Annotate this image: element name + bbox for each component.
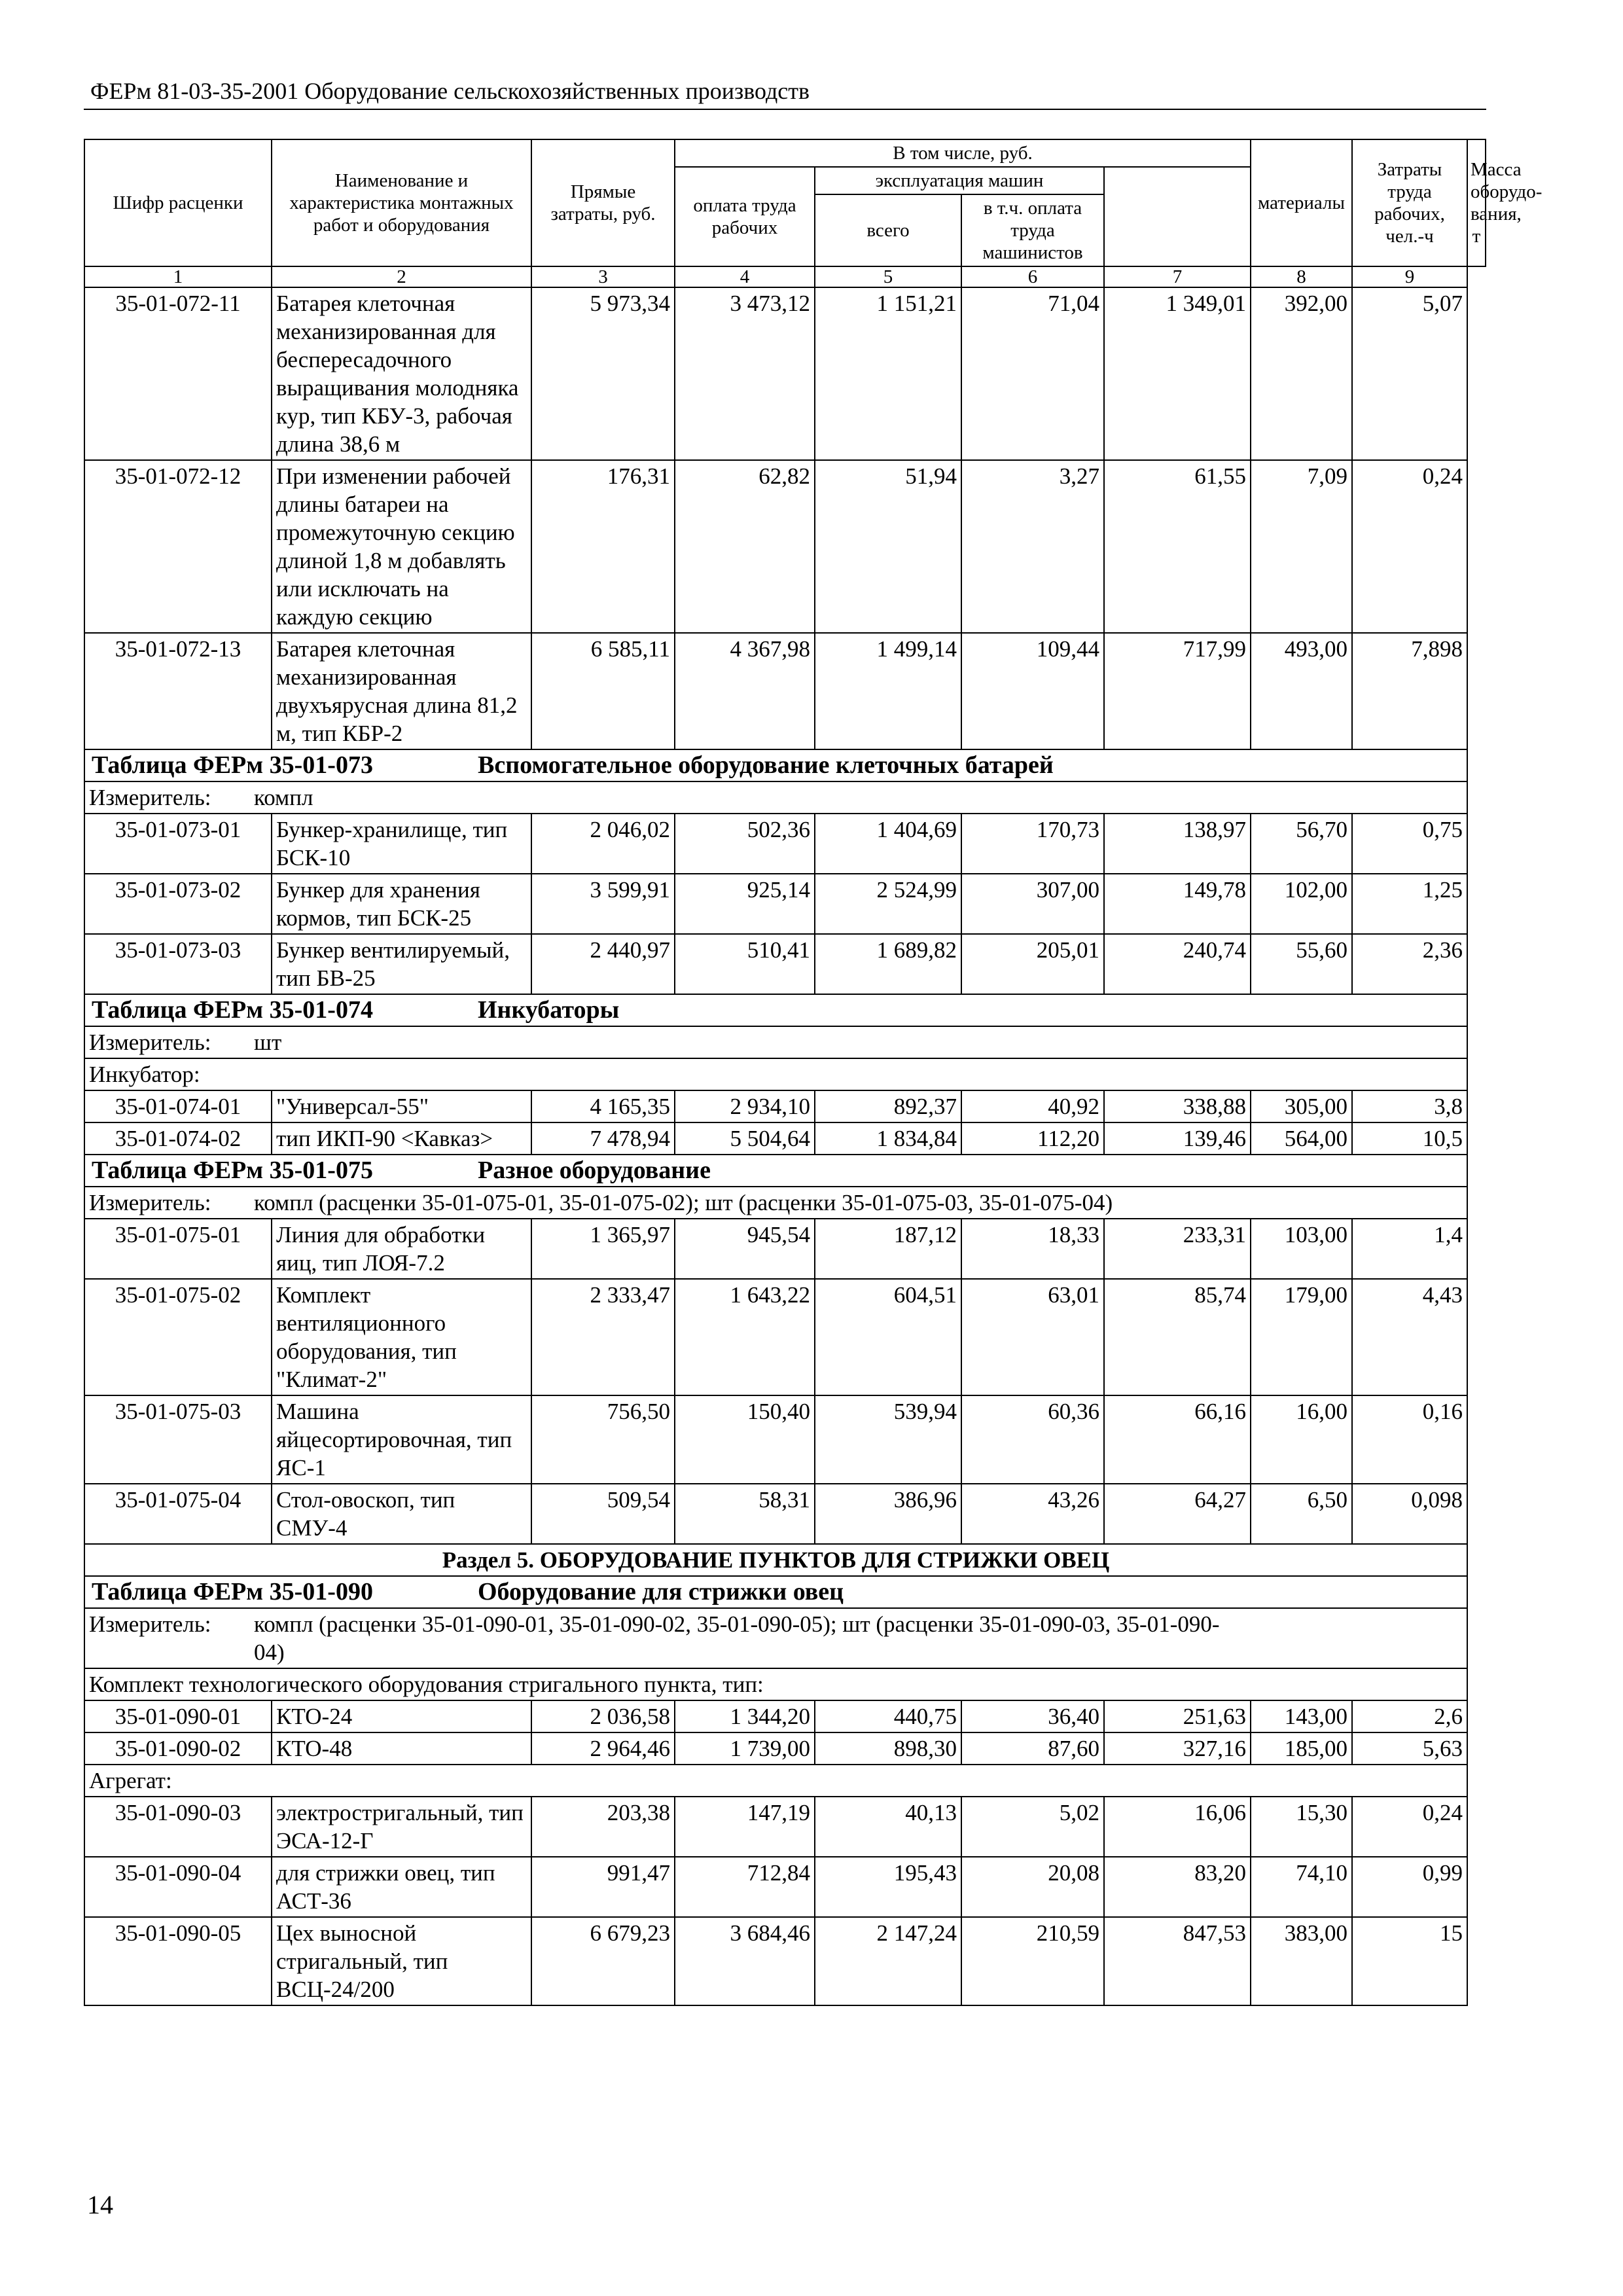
work-name: "Универсал-55" xyxy=(272,1090,531,1122)
labor-hours: 143,00 xyxy=(1251,1700,1352,1732)
workers-wages: 3 473,12 xyxy=(675,287,815,460)
labor-hours: 55,60 xyxy=(1251,934,1352,994)
rate-code: 35-01-072-11 xyxy=(84,287,272,460)
table-title-cell xyxy=(84,749,1467,781)
table-row xyxy=(84,460,1486,633)
equipment-mass: 0,75 xyxy=(1352,814,1467,874)
column-number: 3 xyxy=(531,266,675,287)
col-machines-wages-header: в т.ч. оплата труда машинистов xyxy=(961,194,1104,266)
unit-row xyxy=(84,1026,1486,1058)
direct-cost: 756,50 xyxy=(531,1395,675,1484)
labor-hours: 102,00 xyxy=(1251,874,1352,934)
workers-wages: 925,14 xyxy=(675,874,815,934)
direct-cost: 2 964,46 xyxy=(531,1732,675,1765)
column-number: 6 xyxy=(961,266,1104,287)
table-row xyxy=(84,1219,1486,1279)
labor-hours: 392,00 xyxy=(1251,287,1352,460)
equipment-mass: 1,25 xyxy=(1352,874,1467,934)
workers-wages: 502,36 xyxy=(675,814,815,874)
col-mass-header: Масса оборудо-вания, т xyxy=(1467,139,1486,266)
unit-row xyxy=(84,781,1486,814)
section-title: Раздел 5. ОБОРУДОВАНИЕ ПУНКТОВ ДЛЯ СТРИЖКИ ОВЕЦ xyxy=(84,1544,1467,1576)
labor-hours: 305,00 xyxy=(1251,1090,1352,1122)
workers-wages: 1 643,22 xyxy=(675,1279,815,1395)
rate-code: 35-01-090-05 xyxy=(84,1917,272,2005)
operators-wages: 18,33 xyxy=(961,1219,1104,1279)
header-rule xyxy=(84,109,1486,110)
column-number: 9 xyxy=(1352,266,1467,287)
machines-total: 2 147,24 xyxy=(815,1917,961,2005)
col-name-header: Наименование и характеристика монтажных работ и оборудования xyxy=(272,139,531,266)
equipment-mass: 5,63 xyxy=(1352,1732,1467,1765)
direct-cost: 991,47 xyxy=(531,1857,675,1917)
column-numbers-row xyxy=(84,266,1486,287)
work-name: электростригальный, тип ЭСА-12-Г xyxy=(272,1797,531,1857)
machines-total: 898,30 xyxy=(815,1732,961,1765)
table-title-cell xyxy=(84,1576,1467,1608)
col-materials-header: материалы xyxy=(1251,139,1352,266)
table-label: Таблица ФЕРм 35-01-090 xyxy=(92,1578,373,1605)
work-name: Бункер-хранилище, тип БСК-10 xyxy=(272,814,531,874)
workers-wages: 712,84 xyxy=(675,1857,815,1917)
direct-cost: 5 973,34 xyxy=(531,287,675,460)
materials-cost: 16,06 xyxy=(1104,1797,1251,1857)
work-name: Машина яйцесортировочная, тип ЯС-1 xyxy=(272,1395,531,1484)
unit-cell xyxy=(84,781,1467,814)
labor-hours: 16,00 xyxy=(1251,1395,1352,1484)
direct-cost: 2 440,97 xyxy=(531,934,675,994)
operators-wages: 109,44 xyxy=(961,633,1104,749)
equipment-mass: 15 xyxy=(1352,1917,1467,2005)
operators-wages: 170,73 xyxy=(961,814,1104,874)
table-row xyxy=(84,874,1486,934)
materials-cost: 64,27 xyxy=(1104,1484,1251,1544)
direct-cost: 4 165,35 xyxy=(531,1090,675,1122)
table-title-row xyxy=(84,749,1486,781)
rate-code: 35-01-090-02 xyxy=(84,1732,272,1765)
table-row xyxy=(84,1484,1486,1544)
col-spacer xyxy=(1104,167,1251,266)
rates-table xyxy=(84,139,1543,2006)
operators-wages: 63,01 xyxy=(961,1279,1104,1395)
column-number: 7 xyxy=(1104,266,1251,287)
materials-cost: 338,88 xyxy=(1104,1090,1251,1122)
unit-value: компл (расценки 35-01-075-01, 35-01-075-02); шт (расценки 35-01-075-03, 35-01-075-04) xyxy=(254,1190,1113,1215)
direct-cost: 509,54 xyxy=(531,1484,675,1544)
unit-row xyxy=(84,1608,1486,1668)
table-row xyxy=(84,1122,1486,1155)
column-number: 1 xyxy=(84,266,272,287)
work-name: Комплект вентиляционного оборудования, тип "Климат-2" xyxy=(272,1279,531,1395)
direct-cost: 1 365,97 xyxy=(531,1219,675,1279)
table-row xyxy=(84,287,1486,460)
direct-cost: 6 679,23 xyxy=(531,1917,675,2005)
machines-total: 195,43 xyxy=(815,1857,961,1917)
workers-wages: 510,41 xyxy=(675,934,815,994)
rate-code: 35-01-090-04 xyxy=(84,1857,272,1917)
operators-wages: 3,27 xyxy=(961,460,1104,633)
col-code-header: Шифр расценки xyxy=(84,139,272,266)
direct-cost: 176,31 xyxy=(531,460,675,633)
column-number: 4 xyxy=(675,266,815,287)
equipment-mass: 3,8 xyxy=(1352,1090,1467,1122)
direct-cost: 6 585,11 xyxy=(531,633,675,749)
labor-hours: 564,00 xyxy=(1251,1122,1352,1155)
materials-cost: 847,53 xyxy=(1104,1917,1251,2005)
operators-wages: 210,59 xyxy=(961,1917,1104,2005)
workers-wages: 150,40 xyxy=(675,1395,815,1484)
work-name: При изменении рабочей длины батареи на промежуточную секцию длиной 1,8 м добавлять или исключать на каждую секцию xyxy=(272,460,531,633)
equipment-mass: 7,898 xyxy=(1352,633,1467,749)
unit-value: шт xyxy=(254,1030,282,1055)
page-header: ФЕРм 81-03-35-2001 Оборудование сельскохозяйственных производств xyxy=(90,78,810,104)
materials-cost: 233,31 xyxy=(1104,1219,1251,1279)
subheader: Инкубатор: xyxy=(84,1058,1467,1090)
unit-cell xyxy=(84,1026,1467,1058)
subheader-row xyxy=(84,1668,1486,1700)
equipment-mass: 0,24 xyxy=(1352,460,1467,633)
workers-wages: 58,31 xyxy=(675,1484,815,1544)
materials-cost: 149,78 xyxy=(1104,874,1251,934)
unit-value: компл (расценки 35-01-090-01, 35-01-090-02, 35-01-090-05); шт (расценки 35-01-090-03, 35-01-090-04) xyxy=(254,1611,1220,1665)
table-row xyxy=(84,1857,1486,1917)
col-machines-total-header: всего xyxy=(815,194,961,266)
labor-hours: 56,70 xyxy=(1251,814,1352,874)
workers-wages: 62,82 xyxy=(675,460,815,633)
direct-cost: 2 046,02 xyxy=(531,814,675,874)
materials-cost: 327,16 xyxy=(1104,1732,1251,1765)
table-name: Оборудование для стрижки овец xyxy=(478,1578,844,1605)
table-header xyxy=(84,139,1543,287)
operators-wages: 40,92 xyxy=(961,1090,1104,1122)
workers-wages: 2 934,10 xyxy=(675,1090,815,1122)
section-row xyxy=(84,1544,1486,1576)
col-wages-header: оплата труда рабочих xyxy=(675,167,815,266)
table-row xyxy=(84,1917,1486,2005)
workers-wages: 1 344,20 xyxy=(675,1700,815,1732)
labor-hours: 74,10 xyxy=(1251,1857,1352,1917)
table-row xyxy=(84,934,1486,994)
operators-wages: 20,08 xyxy=(961,1857,1104,1917)
equipment-mass: 2,6 xyxy=(1352,1700,1467,1732)
workers-wages: 3 684,46 xyxy=(675,1917,815,2005)
column-number: 5 xyxy=(815,266,961,287)
equipment-mass: 2,36 xyxy=(1352,934,1467,994)
table-row xyxy=(84,1279,1486,1395)
table-title-row xyxy=(84,994,1486,1026)
subheader: Агрегат: xyxy=(84,1765,1467,1797)
labor-hours: 15,30 xyxy=(1251,1797,1352,1857)
table-label: Таблица ФЕРм 35-01-073 xyxy=(92,751,373,779)
work-name: Цех выносной стригальный, тип ВСЦ-24/200 xyxy=(272,1917,531,2005)
table-label: Таблица ФЕРм 35-01-075 xyxy=(92,1157,373,1184)
rate-code: 35-01-075-01 xyxy=(84,1219,272,1279)
unit-cell xyxy=(84,1187,1467,1219)
operators-wages: 60,36 xyxy=(961,1395,1104,1484)
col-direct-header: Прямые затраты, руб. xyxy=(531,139,675,266)
unit-label: Измеритель: xyxy=(89,785,211,810)
table-body xyxy=(84,287,1486,2005)
materials-cost: 83,20 xyxy=(1104,1857,1251,1917)
equipment-mass: 1,4 xyxy=(1352,1219,1467,1279)
table-row xyxy=(84,1090,1486,1122)
work-name: КТО-24 xyxy=(272,1700,531,1732)
table-row xyxy=(84,1395,1486,1484)
machines-total: 1 499,14 xyxy=(815,633,961,749)
labor-hours: 103,00 xyxy=(1251,1219,1352,1279)
rate-code: 35-01-075-03 xyxy=(84,1395,272,1484)
operators-wages: 205,01 xyxy=(961,934,1104,994)
materials-cost: 85,74 xyxy=(1104,1279,1251,1395)
work-name: тип ИКП-90 <Кавказ> xyxy=(272,1122,531,1155)
rate-code: 35-01-072-13 xyxy=(84,633,272,749)
machines-total: 187,12 xyxy=(815,1219,961,1279)
materials-cost: 717,99 xyxy=(1104,633,1251,749)
work-name: Батарея клеточная механизированная двухъярусная длина 81,2 м, тип КБР-2 xyxy=(272,633,531,749)
labor-hours: 493,00 xyxy=(1251,633,1352,749)
machines-total: 604,51 xyxy=(815,1279,961,1395)
table-name: Инкубаторы xyxy=(478,996,620,1024)
col-machines-header: эксплуатация машин xyxy=(815,167,1104,194)
table-row xyxy=(84,1700,1486,1732)
materials-cost: 139,46 xyxy=(1104,1122,1251,1155)
subheader-row xyxy=(84,1058,1486,1090)
unit-cell xyxy=(84,1608,1467,1668)
unit-label: Измеритель: xyxy=(89,1190,211,1215)
materials-cost: 61,55 xyxy=(1104,460,1251,633)
workers-wages: 1 739,00 xyxy=(675,1732,815,1765)
page-number: 14 xyxy=(87,2190,113,2219)
table-row xyxy=(84,633,1486,749)
subheader-row xyxy=(84,1765,1486,1797)
work-name: Стол-овоскоп, тип СМУ-4 xyxy=(272,1484,531,1544)
unit-value: компл xyxy=(254,785,313,810)
col-incl-header: В том числе, руб. xyxy=(675,139,1251,167)
labor-hours: 185,00 xyxy=(1251,1732,1352,1765)
rate-code: 35-01-073-03 xyxy=(84,934,272,994)
direct-cost: 3 599,91 xyxy=(531,874,675,934)
column-number: 2 xyxy=(272,266,531,287)
operators-wages: 71,04 xyxy=(961,287,1104,460)
equipment-mass: 10,5 xyxy=(1352,1122,1467,1155)
rate-code: 35-01-074-02 xyxy=(84,1122,272,1155)
table-row xyxy=(84,1797,1486,1857)
table-label: Таблица ФЕРм 35-01-074 xyxy=(92,996,373,1024)
unit-row xyxy=(84,1187,1486,1219)
work-name: Линия для обработки яиц, тип ЛОЯ-7.2 xyxy=(272,1219,531,1279)
work-name: для стрижки овец, тип АСТ-36 xyxy=(272,1857,531,1917)
work-name: Бункер вентилируемый, тип БВ-25 xyxy=(272,934,531,994)
materials-cost: 138,97 xyxy=(1104,814,1251,874)
equipment-mass: 0,16 xyxy=(1352,1395,1467,1484)
workers-wages: 147,19 xyxy=(675,1797,815,1857)
work-name: Батарея клеточная механизированная для беспересадочного выращивания молодняка кур, тип КБУ-3, рабочая длина 38,6 м xyxy=(272,287,531,460)
workers-wages: 4 367,98 xyxy=(675,633,815,749)
machines-total: 2 524,99 xyxy=(815,874,961,934)
machines-total: 440,75 xyxy=(815,1700,961,1732)
workers-wages: 945,54 xyxy=(675,1219,815,1279)
machines-total: 1 404,69 xyxy=(815,814,961,874)
machines-total: 1 834,84 xyxy=(815,1122,961,1155)
machines-total: 1 689,82 xyxy=(815,934,961,994)
equipment-mass: 0,098 xyxy=(1352,1484,1467,1544)
table-title-cell xyxy=(84,1155,1467,1187)
col-labor-header: Затраты труда рабочих, чел.-ч xyxy=(1352,139,1467,266)
machines-total: 539,94 xyxy=(815,1395,961,1484)
materials-cost: 251,63 xyxy=(1104,1700,1251,1732)
operators-wages: 36,40 xyxy=(961,1700,1104,1732)
labor-hours: 179,00 xyxy=(1251,1279,1352,1395)
table-row xyxy=(84,814,1486,874)
machines-total: 51,94 xyxy=(815,460,961,633)
rate-code: 35-01-072-12 xyxy=(84,460,272,633)
equipment-mass: 5,07 xyxy=(1352,287,1467,460)
materials-cost: 66,16 xyxy=(1104,1395,1251,1484)
table-title-row xyxy=(84,1576,1486,1608)
work-name: КТО-48 xyxy=(272,1732,531,1765)
table-name: Разное оборудование xyxy=(478,1157,711,1184)
labor-hours: 6,50 xyxy=(1251,1484,1352,1544)
table-title-cell xyxy=(84,994,1467,1026)
direct-cost: 2 036,58 xyxy=(531,1700,675,1732)
rate-code: 35-01-075-04 xyxy=(84,1484,272,1544)
rate-code: 35-01-090-03 xyxy=(84,1797,272,1857)
rate-code: 35-01-090-01 xyxy=(84,1700,272,1732)
table-title-row xyxy=(84,1155,1486,1187)
rate-code: 35-01-073-01 xyxy=(84,814,272,874)
operators-wages: 5,02 xyxy=(961,1797,1104,1857)
equipment-mass: 4,43 xyxy=(1352,1279,1467,1395)
subheader: Комплект технологического оборудования стригального пункта, тип: xyxy=(84,1668,1467,1700)
machines-total: 1 151,21 xyxy=(815,287,961,460)
operators-wages: 43,26 xyxy=(961,1484,1104,1544)
column-number: 8 xyxy=(1251,266,1352,287)
machines-total: 40,13 xyxy=(815,1797,961,1857)
unit-label: Измеритель: xyxy=(89,1030,211,1055)
equipment-mass: 0,99 xyxy=(1352,1857,1467,1917)
labor-hours: 383,00 xyxy=(1251,1917,1352,2005)
operators-wages: 307,00 xyxy=(961,874,1104,934)
operators-wages: 112,20 xyxy=(961,1122,1104,1155)
machines-total: 892,37 xyxy=(815,1090,961,1122)
machines-total: 386,96 xyxy=(815,1484,961,1544)
operators-wages: 87,60 xyxy=(961,1732,1104,1765)
rate-code: 35-01-074-01 xyxy=(84,1090,272,1122)
materials-cost: 240,74 xyxy=(1104,934,1251,994)
unit-label: Измеритель: xyxy=(89,1611,211,1637)
table-row xyxy=(84,1732,1486,1765)
workers-wages: 5 504,64 xyxy=(675,1122,815,1155)
direct-cost: 2 333,47 xyxy=(531,1279,675,1395)
labor-hours: 7,09 xyxy=(1251,460,1352,633)
rate-code: 35-01-073-02 xyxy=(84,874,272,934)
direct-cost: 7 478,94 xyxy=(531,1122,675,1155)
work-name: Бункер для хранения кормов, тип БСК-25 xyxy=(272,874,531,934)
direct-cost: 203,38 xyxy=(531,1797,675,1857)
table-name: Вспомогательное оборудование клеточных батарей xyxy=(478,751,1054,779)
materials-cost: 1 349,01 xyxy=(1104,287,1251,460)
rate-code: 35-01-075-02 xyxy=(84,1279,272,1395)
equipment-mass: 0,24 xyxy=(1352,1797,1467,1857)
